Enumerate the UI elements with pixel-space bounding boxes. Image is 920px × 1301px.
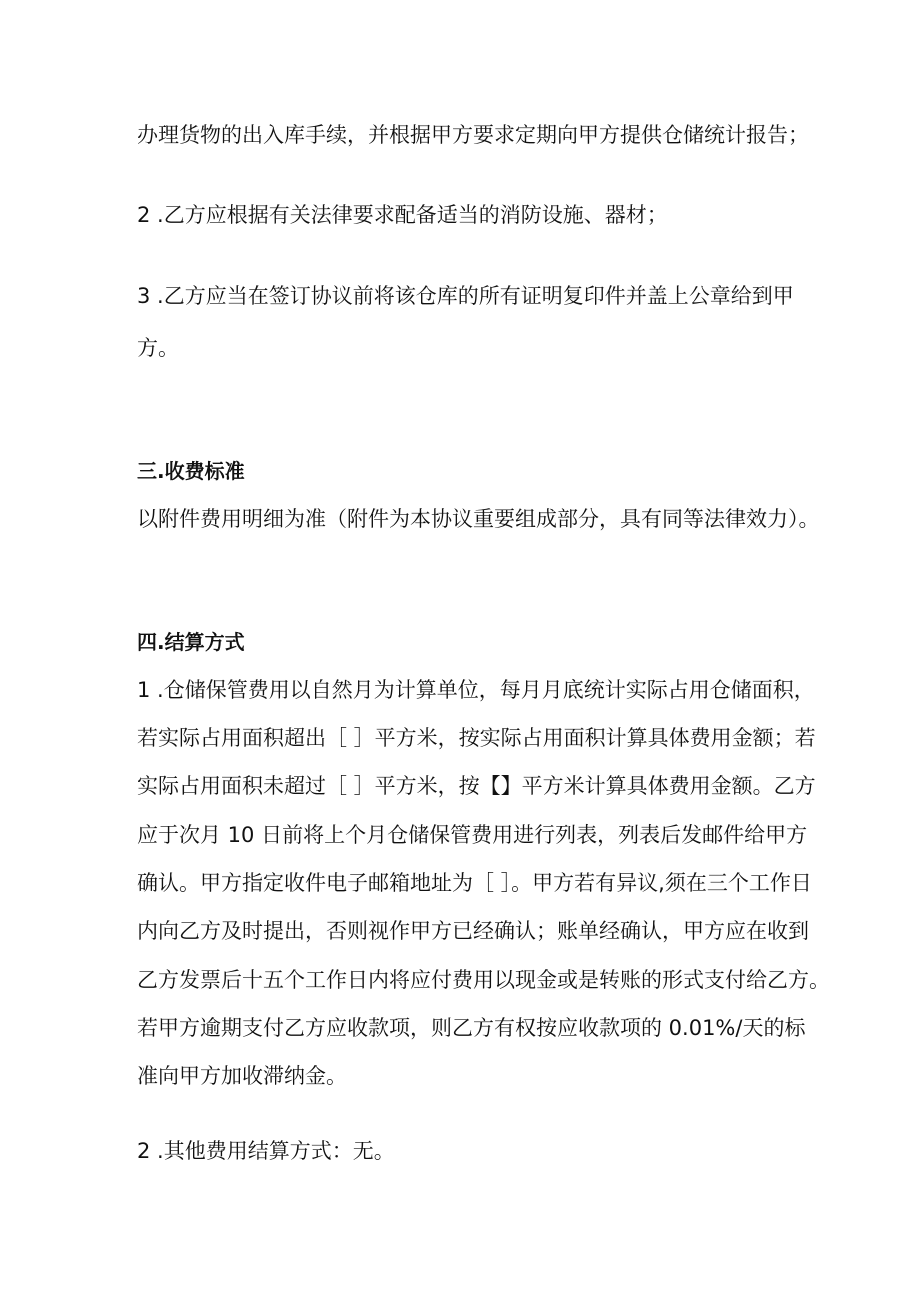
settlement-item-1-line: 若甲方逾期支付乙方应收款项，则乙方有权按应收款项的 0.01%/天的标 [137, 1016, 806, 1040]
list-item-3-line-2: 方。 [137, 336, 179, 360]
settlement-item-1-line: 实际占用面积未超过［ ］平方米，按【】平方米计算具体费用金额。乙方 [137, 774, 816, 798]
list-item-3-line-1: 3 .乙方应当在签订协议前将该仓库的所有证明复印件并盖上公章给到甲 [137, 284, 794, 308]
section-heading-fees: 三.收费标准 [137, 459, 245, 483]
settlement-item-1-line: 确认。甲方指定收件电子邮箱地址为［ ］。甲方若有异议,须在三个工作日 [137, 871, 812, 895]
settlement-item-1-line: 若实际占用面积超出［ ］平方米，按实际占用面积计算具体费用金额；若 [137, 726, 816, 750]
settlement-item-1-line: 内向乙方及时提出，否则视作甲方已经确认；账单经确认，甲方应在收到 [137, 919, 809, 943]
settlement-item-1-line: 乙方发票后十五个工作日内将应付费用以现金或是转账的形式支付给乙方。 [137, 968, 830, 992]
settlement-item-1-line: 准向甲方加收滞纳金。 [137, 1064, 347, 1088]
settlement-item-1-line: 应于次月 10 日前将上个月仓储保管费用进行列表，列表后发邮件给甲方 [137, 823, 808, 847]
list-item-2: 2 .乙方应根据有关法律要求配备适当的消防设施、器材； [137, 203, 668, 227]
settlement-item-2: 2 .其他费用结算方式：无。 [137, 1139, 395, 1163]
settlement-item-1-line: 1 .仓储保管费用以自然月为计算单位，每月月底统计实际占用仓储面积， [137, 678, 815, 702]
paragraph-line: 办理货物的出入库手续，并根据甲方要求定期向甲方提供仓储统计报告； [137, 123, 809, 147]
fees-paragraph: 以附件费用明细为准（附件为本协议重要组成部分，具有同等法律效力）。 [137, 507, 820, 531]
section-heading-settlement: 四.结算方式 [137, 630, 245, 654]
